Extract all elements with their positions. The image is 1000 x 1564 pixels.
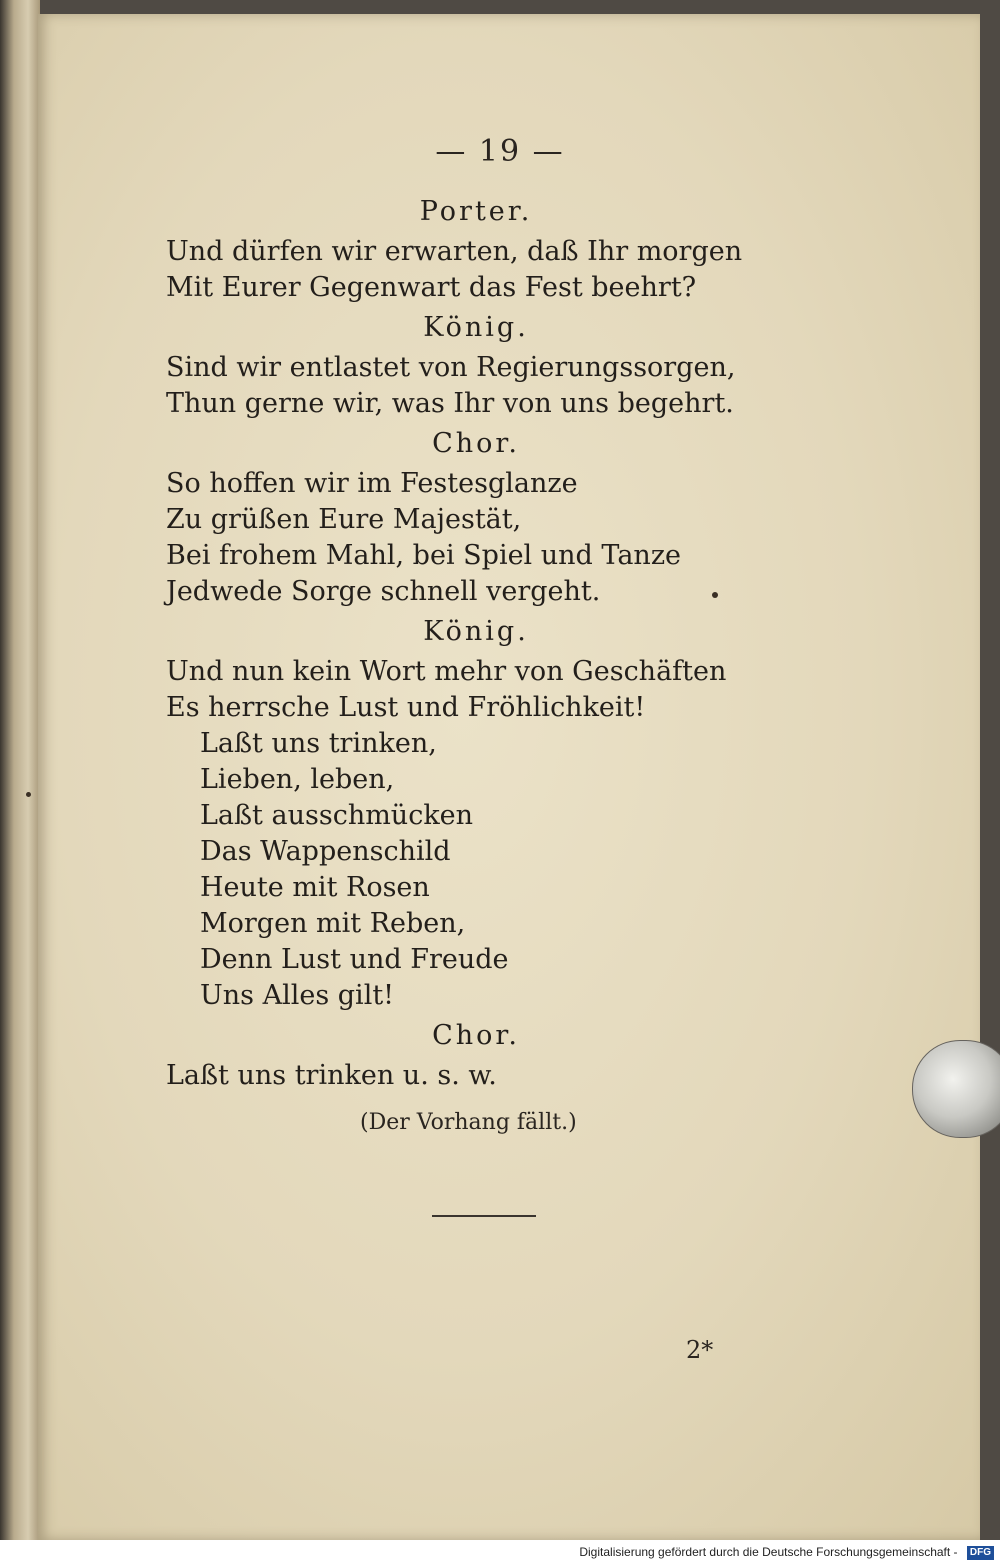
end-rule	[432, 1215, 536, 1217]
script-text	[166, 190, 786, 1094]
verse-line: So hoffen wir im Festesglanze	[166, 468, 578, 499]
verse-line: Es herrsche Lust und Fröhlichkeit!	[166, 692, 646, 723]
verse-line: Uns Alles gilt!	[200, 980, 395, 1011]
speaker-koenig: König.	[423, 616, 529, 647]
verse-line: Thun gerne wir, was Ihr von uns begehrt.	[166, 388, 734, 419]
verse-line: Lieben, leben,	[200, 764, 395, 795]
speaker-chor: Chor.	[432, 428, 520, 459]
book-spine	[0, 0, 40, 1564]
verse-line: Und dürfen wir erwarten, daß Ihr morgen	[166, 236, 743, 267]
dfg-logo: DFG	[967, 1546, 994, 1560]
speaker-chor: Chor.	[432, 1020, 520, 1051]
verse-line: Laßt uns trinken u. s. w.	[166, 1060, 497, 1091]
verse-line: Laßt ausschmücken	[200, 800, 474, 831]
paper-speck	[26, 792, 31, 797]
speaker-porter: Porter.	[419, 196, 533, 227]
signature-mark: 2*	[686, 1336, 714, 1364]
paper-speck	[712, 592, 718, 598]
verse-line: Heute mit Rosen	[200, 872, 430, 903]
digitization-footer	[0, 1540, 1000, 1564]
verse-line: Und nun kein Wort mehr von Geschäften	[166, 656, 727, 687]
page-number: — 19 —	[435, 134, 565, 169]
verse-line: Morgen mit Reben,	[200, 908, 466, 939]
footer-credit: Digitalisierung gefördert durch die Deutsche Forschungsgemeinschaft -	[579, 1545, 958, 1559]
verse-line: Jedwede Sorge schnell vergeht.	[166, 576, 601, 607]
stage-direction: (Der Vorhang fällt.)	[360, 1110, 577, 1135]
speaker-koenig: König.	[423, 312, 529, 343]
verse-line: Denn Lust und Freude	[200, 944, 509, 975]
verse-line: Das Wappenschild	[200, 836, 451, 867]
page-marker-tab	[912, 1040, 1000, 1138]
verse-line: Mit Eurer Gegenwart das Fest beehrt?	[166, 272, 697, 303]
verse-line: Bei frohem Mahl, bei Spiel und Tanze	[166, 540, 682, 571]
verse-line: Zu grüßen Eure Majestät,	[166, 504, 522, 535]
verse-line: Laßt uns trinken,	[200, 728, 437, 759]
verse-line: Sind wir entlastet von Regierungssorgen,	[166, 352, 736, 383]
